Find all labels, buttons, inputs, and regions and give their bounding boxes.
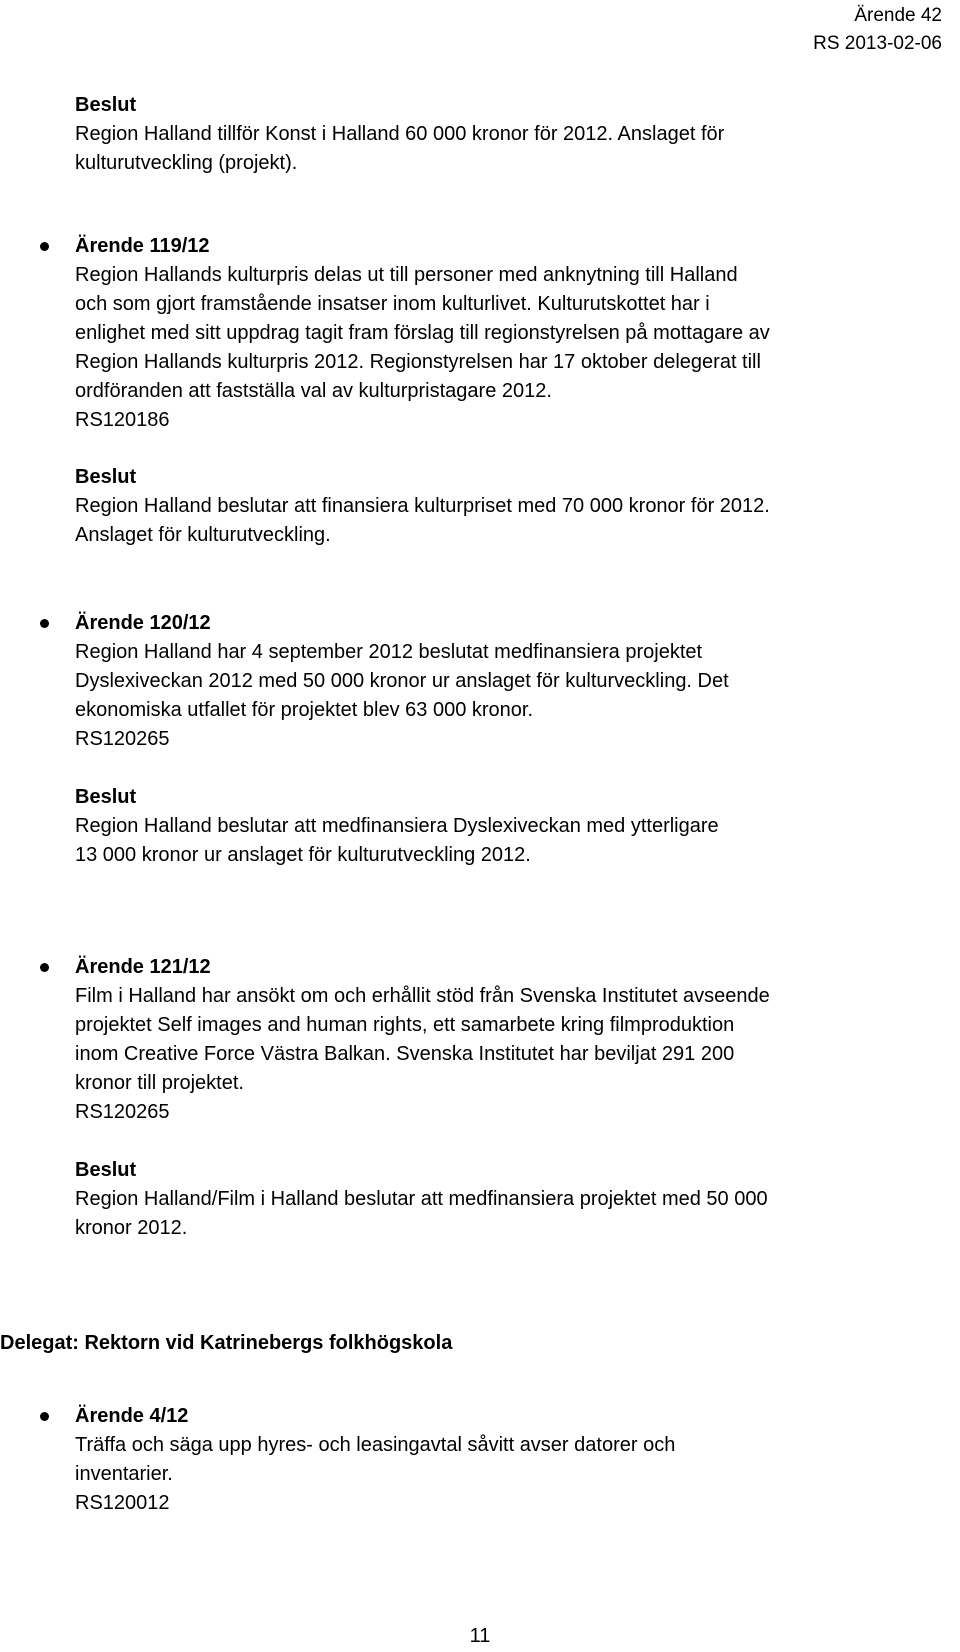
item-ref: RS120012 bbox=[75, 1492, 170, 1514]
item-title: Ärende 119/12 bbox=[75, 235, 210, 257]
item-beslut-label: Beslut bbox=[75, 1159, 137, 1181]
item-ref: RS120265 bbox=[75, 728, 170, 750]
item-beslut-label: Beslut bbox=[75, 466, 137, 488]
item-line: inom Creative Force Västra Balkan. Svenska Institutet har beviljat 291 200 bbox=[75, 1043, 735, 1065]
item-line: inventarier. bbox=[75, 1463, 173, 1485]
page-number: 11 bbox=[469, 1625, 491, 1647]
item-line: ekonomiska utfallet för projektet blev 63 000 kronor. bbox=[75, 699, 534, 721]
item-line: enlighet med sitt uppdrag tagit fram förslag till regionstyrelsen på mottagare av bbox=[75, 322, 770, 344]
item-line: projektet Self images and human rights, ett samarbete kring filmproduktion bbox=[75, 1014, 735, 1036]
item-beslut-line: 13 000 kronor ur anslaget för kulturutveckling 2012. bbox=[75, 844, 531, 866]
intro-beslut-line: Region Halland tillför Konst i Halland 60 000 kronor för 2012. Anslaget för bbox=[75, 123, 725, 145]
item-line: Region Halland har 4 september 2012 beslutat medfinansiera projektet bbox=[75, 641, 703, 663]
item-body bbox=[75, 638, 960, 754]
header-arende: Ärende 42 bbox=[854, 5, 942, 26]
item-line: Dyslexiveckan 2012 med 50 000 kronor ur anslaget för kulturveckling. Det bbox=[75, 670, 729, 692]
item-beslut-line: Anslaget för kulturutveckling. bbox=[75, 524, 331, 546]
item-line: Region Hallands kulturpris delas ut till personer med anknytning till Halland bbox=[75, 264, 738, 286]
item-beslut-text bbox=[75, 492, 960, 550]
intro-beslut-line: kulturutveckling (projekt). bbox=[75, 152, 298, 174]
item-line: Film i Halland har ansökt om och erhållit stöd från Svenska Institutet avseende bbox=[75, 985, 770, 1007]
item-title: Ärende 121/12 bbox=[75, 956, 211, 978]
section-heading: Delegat: Rektorn vid Katrinebergs folkhögskola bbox=[0, 1332, 453, 1354]
item-beslut-text bbox=[75, 1185, 960, 1243]
page-header bbox=[813, 2, 942, 58]
item-body bbox=[75, 1431, 960, 1518]
item-title: Ärende 120/12 bbox=[75, 612, 211, 634]
item-beslut-line: Region Halland beslutar att finansiera kulturpriset med 70 000 kronor för 2012. bbox=[75, 495, 770, 517]
item-ref: RS120265 bbox=[75, 1101, 170, 1123]
header-ref: RS 2013-02-06 bbox=[813, 33, 942, 54]
bullet-icon bbox=[40, 963, 49, 972]
bullet-icon bbox=[40, 242, 49, 251]
item-beslut-label: Beslut bbox=[75, 786, 137, 808]
intro-beslut-text bbox=[75, 120, 960, 178]
intro-beslut-label: Beslut bbox=[75, 94, 137, 116]
item-beslut-line: Region Halland/Film i Halland beslutar att medfinansiera projektet med 50 000 bbox=[75, 1188, 768, 1210]
item-body bbox=[75, 982, 960, 1127]
item-beslut-line: kronor 2012. bbox=[75, 1217, 188, 1239]
bullet-icon bbox=[40, 619, 49, 628]
item-beslut-line: Region Halland beslutar att medfinansiera Dyslexiveckan med ytterligare bbox=[75, 815, 719, 837]
item-ref: RS120186 bbox=[75, 409, 170, 431]
item-title: Ärende 4/12 bbox=[75, 1405, 189, 1427]
item-line: Region Hallands kulturpris 2012. Regionstyrelsen har 17 oktober delegerat till bbox=[75, 351, 761, 373]
item-line: och som gjort framstående insatser inom kulturlivet. Kulturutskottet har i bbox=[75, 293, 710, 315]
item-body bbox=[75, 261, 960, 435]
item-line: kronor till projektet. bbox=[75, 1072, 244, 1094]
item-beslut-text bbox=[75, 812, 960, 870]
bullet-icon bbox=[40, 1412, 49, 1421]
item-line: Träffa och säga upp hyres- och leasingavtal såvitt avser datorer och bbox=[75, 1434, 676, 1456]
item-line: ordföranden att fastställa val av kulturpristagare 2012. bbox=[75, 380, 552, 402]
